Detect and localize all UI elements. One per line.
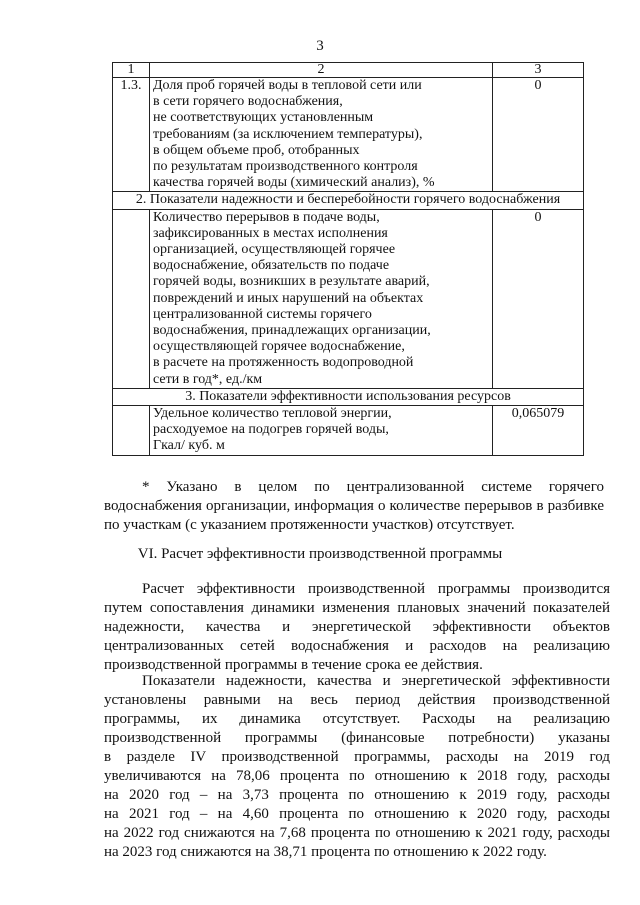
paragraph-line: производственной программы (финансовые потребности) указаны <box>104 730 610 746</box>
row-text-line: по результатам производственного контроля <box>153 159 418 175</box>
footnote-line: * Указано в целом по централизованной системе горячего <box>142 479 604 495</box>
row-text-line: не соответствующих установленным <box>153 110 374 126</box>
row-text-line: водоснабжение, обязательств по подаче <box>153 258 390 274</box>
row-value: 0 <box>493 78 584 192</box>
table-section-row <box>113 388 584 405</box>
row-value: 0 <box>493 209 584 388</box>
indicators-table <box>112 62 584 456</box>
footnote-line: водоснабжения организации, информация о количестве перерывов в разбивке <box>104 498 604 514</box>
paragraph-1 <box>104 580 610 675</box>
paragraph-line: в разделе IV производственной программы, расходы на 2019 год <box>104 749 610 765</box>
row-text-line: Удельное количество тепловой энергии, <box>153 406 392 422</box>
section-heading-2: 2. Показатели надежности и бесперебойности горячего водоснабжения <box>113 192 584 209</box>
row-text-line: Количество перерывов в подаче воды, <box>153 209 380 225</box>
row-text-line: централизованной системы горячего <box>153 306 372 322</box>
paragraph-line: программы, их динамика отсутствует. Расходы на реализацию <box>104 711 610 727</box>
header-col-3: 3 <box>493 63 584 78</box>
paragraph-line: Расчет эффективности производственной программы производится <box>142 581 610 597</box>
header-col-1: 1 <box>113 63 150 78</box>
paragraph-line: на 2023 год снижаются на 38,71 процента по отношению к 2022 году. <box>104 844 547 860</box>
paragraph-2 <box>104 672 610 862</box>
row-number <box>113 406 150 456</box>
footnote-line: по участкам (с указанием протяженности участков) отсутствует. <box>104 517 515 533</box>
row-text-line: Доля проб горячей воды в тепловой сети или <box>153 78 422 93</box>
paragraph-line: увеличиваются на 78,06 процента по отношению к 2018 году, расходы <box>104 768 610 784</box>
paragraph-line: надежности, качества и энергетической эффективности объектов <box>104 619 610 635</box>
row-text-line: водоснабжения, принадлежащих организации, <box>153 323 431 339</box>
row-text-line: осуществляющей горячее водоснабжение, <box>153 339 405 355</box>
row-text-line: в общем объеме проб, отобранных <box>153 142 360 158</box>
table-row-3 <box>113 406 584 456</box>
row-value: 0,065079 <box>493 406 584 456</box>
row-text-line: качества горячей воды (химический анализ), % <box>153 175 435 191</box>
row-text-line: зафиксированных в местах исполнения <box>153 225 388 241</box>
paragraph-line: на 2020 год – на 3,73 процента по отношению к 2019 году, расходы <box>104 787 610 803</box>
row-description <box>150 406 493 456</box>
footnote <box>104 478 604 535</box>
row-text-line: в сети горячего водоснабжения, <box>153 94 343 110</box>
table-row-1-3 <box>113 78 584 192</box>
section-title: VI. Расчет эффективности производственной программы <box>137 546 503 562</box>
row-number: 1.3. <box>113 78 150 192</box>
paragraph-line: установлены равными на весь период действия производственной <box>104 692 610 708</box>
row-number <box>113 209 150 388</box>
row-text-line: в расчете на протяженность водопроводной <box>153 355 414 371</box>
table-row-2 <box>113 209 584 388</box>
row-text-line: горячей воды, возникших в результате аварий, <box>153 274 430 290</box>
paragraph-line: на 2022 год снижаются на 7,68 процента по отношению к 2021 году, расходы <box>104 825 610 841</box>
section-heading-3: 3. Показатели эффективности использования ресурсов <box>113 388 584 405</box>
header-col-2: 2 <box>150 63 493 78</box>
paragraph-line: на 2021 год – на 4,60 процента по отношению к 2020 году, расходы <box>104 806 610 822</box>
table-header-row <box>113 63 584 78</box>
table-section-row <box>113 192 584 209</box>
row-description <box>150 78 493 192</box>
page-number: 3 <box>316 38 324 54</box>
paragraph-line: централизованных сетей водоснабжения и расходов на реализацию <box>104 638 610 654</box>
row-text-line: расходуемое на подогрев горячей воды, <box>153 422 389 438</box>
row-text-line: сети в год*, ед./км <box>153 371 263 387</box>
row-description <box>150 209 493 388</box>
paragraph-line: путем сопоставления динамики изменения плановых значений показателей <box>104 600 610 616</box>
row-text-line: Гкал/ куб. м <box>153 438 225 454</box>
paragraph-line: производственной программы в течение срока ее действия. <box>104 657 483 673</box>
paragraph-line: Показатели надежности, качества и энергетической эффективности <box>142 673 610 689</box>
row-text-line: требованиям (за исключением температуры), <box>153 126 423 142</box>
row-text-line: повреждений и иных нарушений на объектах <box>153 290 424 306</box>
row-text-line: организацией, осуществляющей горячее <box>153 242 396 258</box>
